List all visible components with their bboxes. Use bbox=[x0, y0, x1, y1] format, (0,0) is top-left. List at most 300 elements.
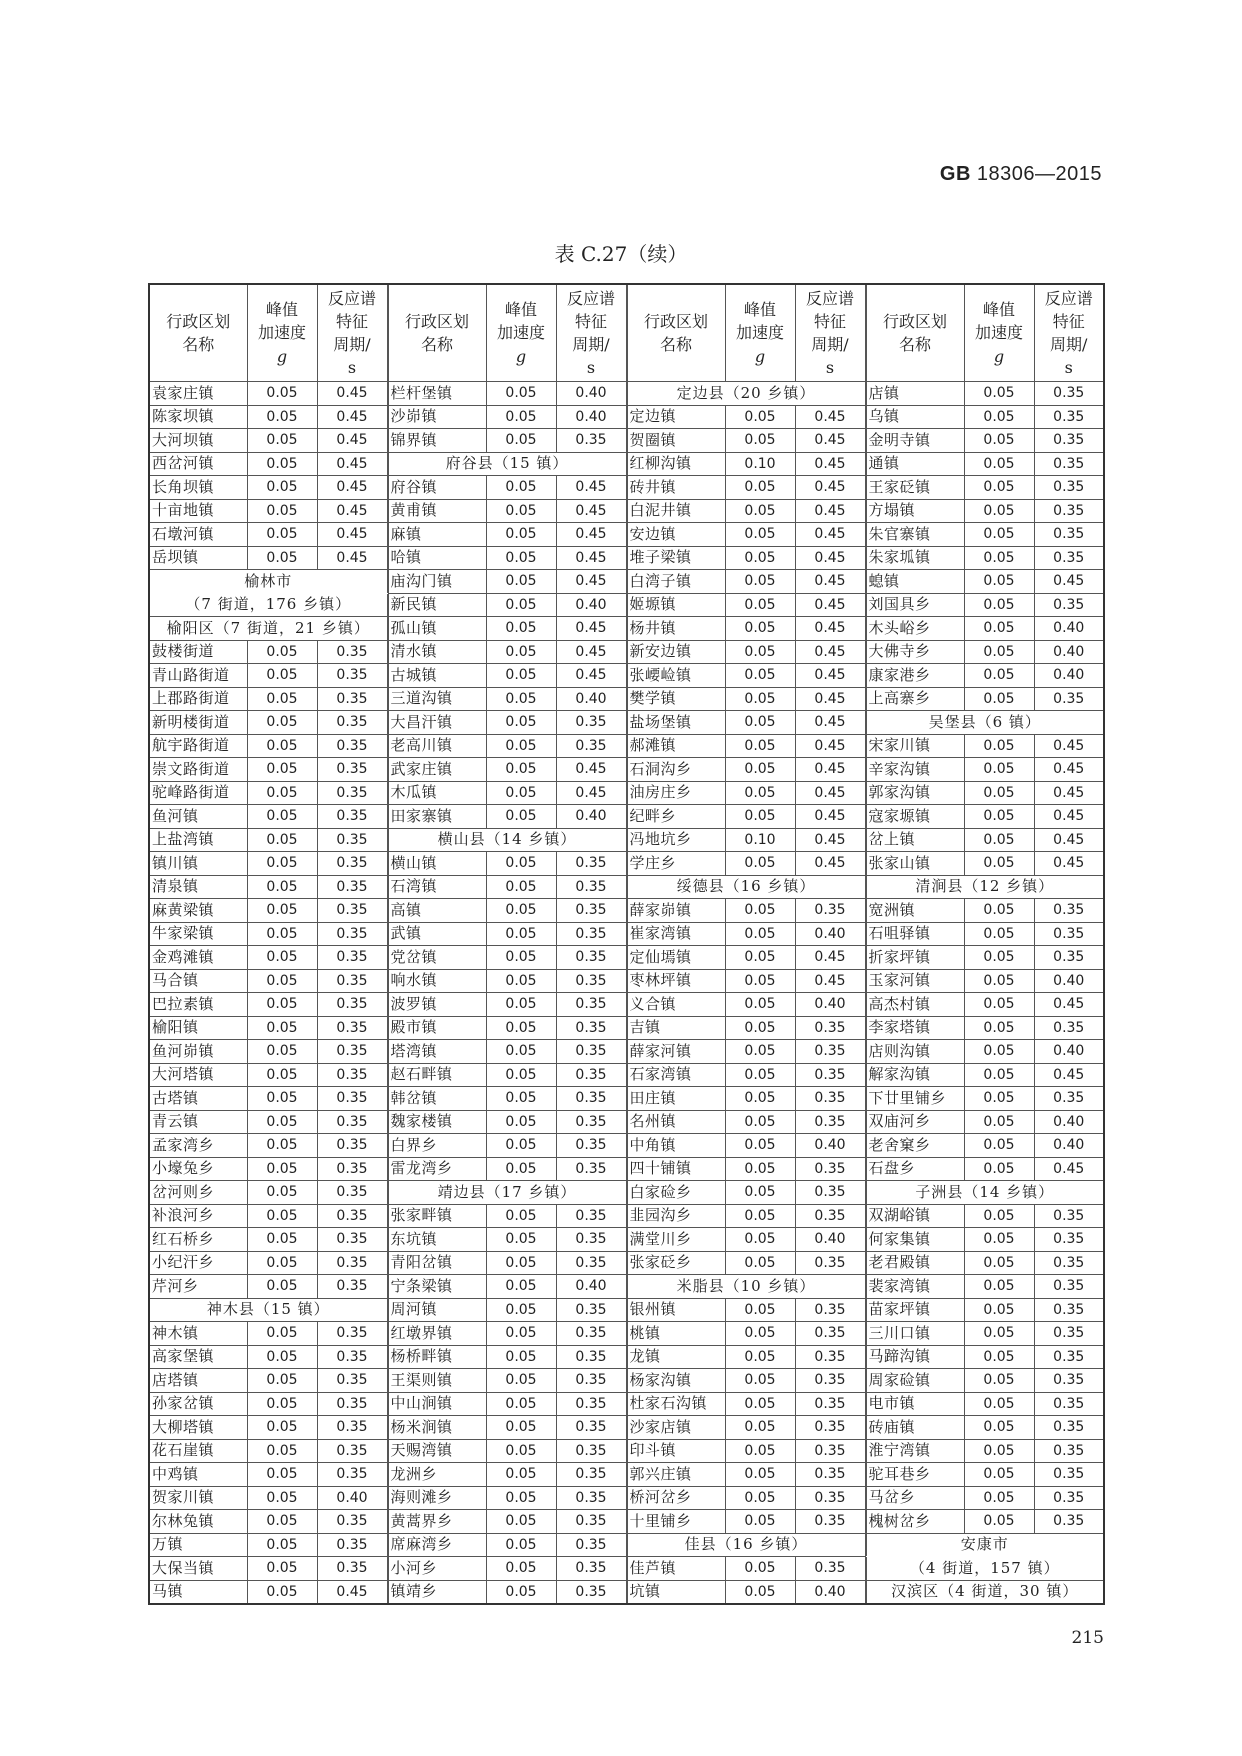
header-characteristic-period-line: 周期/ bbox=[333, 335, 371, 354]
header-peak-acceleration-line: 峰值 bbox=[982, 300, 1015, 320]
division-name: 郭家沟镇 bbox=[866, 781, 964, 805]
table-row bbox=[149, 1557, 387, 1581]
table-row bbox=[866, 1157, 1104, 1181]
table-row bbox=[627, 476, 865, 500]
section-row bbox=[627, 382, 865, 406]
header-characteristic-period bbox=[1034, 284, 1104, 382]
division-name: 宋家川镇 bbox=[866, 734, 964, 758]
characteristic-period: 0.35 bbox=[556, 993, 626, 1017]
division-name: 油房庄乡 bbox=[627, 781, 725, 805]
peak-acceleration: 0.05 bbox=[247, 1510, 317, 1534]
table-row bbox=[627, 711, 865, 735]
division-name: 白泥井镇 bbox=[627, 499, 725, 523]
section-heading: 吴堡县（6 镇） bbox=[866, 711, 1104, 735]
peak-acceleration: 0.05 bbox=[486, 711, 556, 735]
header-peak-acceleration-line: g bbox=[993, 346, 1005, 366]
header-characteristic-period-line: 特征 bbox=[574, 311, 607, 331]
peak-acceleration: 0.05 bbox=[486, 1087, 556, 1111]
characteristic-period: 0.35 bbox=[556, 734, 626, 758]
characteristic-period: 0.35 bbox=[795, 1298, 865, 1322]
table-row bbox=[388, 687, 626, 711]
table-row bbox=[866, 1040, 1104, 1064]
peak-acceleration: 0.05 bbox=[247, 687, 317, 711]
characteristic-period: 0.35 bbox=[795, 1110, 865, 1134]
peak-acceleration: 0.05 bbox=[725, 758, 795, 782]
characteristic-period: 0.35 bbox=[556, 1533, 626, 1557]
characteristic-period: 0.35 bbox=[795, 1322, 865, 1346]
characteristic-period: 0.45 bbox=[1034, 805, 1104, 829]
division-name: 雷龙湾乡 bbox=[388, 1157, 486, 1181]
division-name: 中角镇 bbox=[627, 1134, 725, 1158]
characteristic-period: 0.35 bbox=[556, 1063, 626, 1087]
table-column-group-4 bbox=[866, 283, 1106, 1605]
table-row bbox=[149, 1486, 387, 1510]
characteristic-period: 0.45 bbox=[317, 382, 387, 406]
table-row bbox=[388, 1063, 626, 1087]
peak-acceleration: 0.05 bbox=[486, 1557, 556, 1581]
peak-acceleration: 0.05 bbox=[964, 969, 1034, 993]
peak-acceleration: 0.05 bbox=[247, 1533, 317, 1557]
table-row bbox=[149, 922, 387, 946]
table-row bbox=[627, 828, 865, 852]
division-name: 定仙墕镇 bbox=[627, 946, 725, 970]
peak-acceleration: 0.05 bbox=[725, 711, 795, 735]
division-name: 乌镇 bbox=[866, 405, 964, 429]
table-row bbox=[627, 570, 865, 594]
division-name: 老高川镇 bbox=[388, 734, 486, 758]
characteristic-period: 0.40 bbox=[556, 405, 626, 429]
division-name: 玉家河镇 bbox=[866, 969, 964, 993]
table-row bbox=[388, 1157, 626, 1181]
table-row bbox=[866, 1510, 1104, 1534]
table-row bbox=[388, 993, 626, 1017]
division-name: 孤山镇 bbox=[388, 617, 486, 641]
header-name-line: 名称 bbox=[182, 335, 215, 354]
characteristic-period: 0.45 bbox=[795, 758, 865, 782]
division-name: 田庄镇 bbox=[627, 1087, 725, 1111]
table-row bbox=[388, 382, 626, 406]
peak-acceleration: 0.05 bbox=[486, 687, 556, 711]
table-row bbox=[388, 1040, 626, 1064]
characteristic-period: 0.40 bbox=[1034, 969, 1104, 993]
table-row bbox=[388, 593, 626, 617]
table-row bbox=[388, 805, 626, 829]
division-name: 王渠则镇 bbox=[388, 1369, 486, 1393]
characteristic-period: 0.45 bbox=[795, 781, 865, 805]
division-name: 义合镇 bbox=[627, 993, 725, 1017]
characteristic-period: 0.35 bbox=[1034, 1463, 1104, 1487]
characteristic-period: 0.35 bbox=[556, 1486, 626, 1510]
peak-acceleration: 0.05 bbox=[247, 1157, 317, 1181]
characteristic-period: 0.45 bbox=[795, 946, 865, 970]
table-row bbox=[627, 523, 865, 547]
peak-acceleration: 0.05 bbox=[247, 875, 317, 899]
peak-acceleration: 0.05 bbox=[486, 922, 556, 946]
table-row bbox=[388, 1510, 626, 1534]
characteristic-period: 0.35 bbox=[556, 1580, 626, 1604]
division-name: 小河乡 bbox=[388, 1557, 486, 1581]
peak-acceleration: 0.05 bbox=[964, 1392, 1034, 1416]
division-name: 石洞沟乡 bbox=[627, 758, 725, 782]
characteristic-period: 0.45 bbox=[795, 499, 865, 523]
division-name: 康家港乡 bbox=[866, 664, 964, 688]
peak-acceleration: 0.05 bbox=[964, 734, 1034, 758]
section-heading: 绥德县（16 乡镇） bbox=[627, 875, 865, 899]
division-name: 党岔镇 bbox=[388, 946, 486, 970]
peak-acceleration: 0.05 bbox=[486, 1110, 556, 1134]
header-peak-acceleration-line: 峰值 bbox=[504, 300, 537, 320]
division-name: 郝滩镇 bbox=[627, 734, 725, 758]
peak-acceleration: 0.05 bbox=[725, 1204, 795, 1228]
division-name: 清水镇 bbox=[388, 640, 486, 664]
header-characteristic-period bbox=[795, 284, 865, 382]
peak-acceleration: 0.05 bbox=[247, 1369, 317, 1393]
division-name: 高杰村镇 bbox=[866, 993, 964, 1017]
characteristic-period: 0.35 bbox=[317, 1063, 387, 1087]
table-column-group-1 bbox=[148, 283, 388, 1605]
characteristic-period: 0.45 bbox=[317, 405, 387, 429]
characteristic-period: 0.35 bbox=[317, 1251, 387, 1275]
characteristic-period: 0.35 bbox=[317, 1016, 387, 1040]
peak-acceleration: 0.05 bbox=[725, 1416, 795, 1440]
header-peak-acceleration bbox=[247, 284, 317, 382]
characteristic-period: 0.35 bbox=[556, 1087, 626, 1111]
peak-acceleration: 0.05 bbox=[486, 946, 556, 970]
table-row bbox=[388, 1557, 626, 1581]
section-row bbox=[866, 1181, 1104, 1205]
division-name: 张家砭乡 bbox=[627, 1251, 725, 1275]
characteristic-period: 0.35 bbox=[556, 1463, 626, 1487]
peak-acceleration: 0.05 bbox=[247, 1134, 317, 1158]
characteristic-period: 0.40 bbox=[317, 1486, 387, 1510]
section-row bbox=[866, 875, 1104, 899]
division-name: 枣林坪镇 bbox=[627, 969, 725, 993]
characteristic-period: 0.45 bbox=[795, 546, 865, 570]
table-row bbox=[627, 1204, 865, 1228]
section-row bbox=[866, 711, 1104, 735]
table-row bbox=[388, 1369, 626, 1393]
division-name: 冯地坑乡 bbox=[627, 828, 725, 852]
header-characteristic-period-line: 特征 bbox=[813, 311, 846, 331]
table-row bbox=[149, 1181, 387, 1205]
characteristic-period: 0.35 bbox=[556, 1322, 626, 1346]
division-name: 店塔镇 bbox=[149, 1369, 247, 1393]
characteristic-period: 0.35 bbox=[317, 922, 387, 946]
division-name: 高镇 bbox=[388, 899, 486, 923]
table-row bbox=[866, 1110, 1104, 1134]
table-row bbox=[388, 1298, 626, 1322]
peak-acceleration: 0.05 bbox=[486, 1275, 556, 1299]
division-name: 驼耳巷乡 bbox=[866, 1463, 964, 1487]
characteristic-period: 0.40 bbox=[795, 1228, 865, 1252]
division-name: 杨井镇 bbox=[627, 617, 725, 641]
division-name: 宁条梁镇 bbox=[388, 1275, 486, 1299]
peak-acceleration: 0.05 bbox=[964, 640, 1034, 664]
peak-acceleration: 0.05 bbox=[725, 1251, 795, 1275]
characteristic-period: 0.35 bbox=[556, 852, 626, 876]
peak-acceleration: 0.05 bbox=[247, 1016, 317, 1040]
characteristic-period: 0.35 bbox=[317, 828, 387, 852]
header-characteristic-period-line: 反应谱 bbox=[327, 288, 376, 308]
peak-acceleration: 0.05 bbox=[486, 1345, 556, 1369]
division-name: 下廿里铺乡 bbox=[866, 1087, 964, 1111]
characteristic-period: 0.35 bbox=[1034, 523, 1104, 547]
table-row bbox=[627, 617, 865, 641]
characteristic-period: 0.35 bbox=[556, 1204, 626, 1228]
characteristic-period: 0.35 bbox=[556, 875, 626, 899]
peak-acceleration: 0.05 bbox=[964, 899, 1034, 923]
division-name: 木瓜镇 bbox=[388, 781, 486, 805]
header-characteristic-period-line: 特征 bbox=[335, 311, 368, 331]
table-row bbox=[866, 993, 1104, 1017]
header-name-line: 行政区划 bbox=[404, 311, 469, 331]
division-name: 补浪河乡 bbox=[149, 1204, 247, 1228]
table-row bbox=[149, 1580, 387, 1604]
peak-acceleration: 0.05 bbox=[247, 429, 317, 453]
division-name: 沙峁镇 bbox=[388, 405, 486, 429]
characteristic-period: 0.45 bbox=[795, 664, 865, 688]
header-peak-acceleration-line: g bbox=[515, 346, 527, 366]
peak-acceleration: 0.05 bbox=[247, 1439, 317, 1463]
section-heading: 清涧县（12 乡镇） bbox=[866, 875, 1104, 899]
peak-acceleration: 0.05 bbox=[486, 1228, 556, 1252]
table-row bbox=[627, 922, 865, 946]
division-name: 武家庄镇 bbox=[388, 758, 486, 782]
table-row bbox=[149, 734, 387, 758]
table-row bbox=[388, 875, 626, 899]
peak-acceleration: 0.05 bbox=[486, 734, 556, 758]
peak-acceleration: 0.05 bbox=[486, 1298, 556, 1322]
table-row bbox=[388, 711, 626, 735]
peak-acceleration: 0.05 bbox=[725, 1392, 795, 1416]
peak-acceleration: 0.05 bbox=[964, 499, 1034, 523]
characteristic-period: 0.35 bbox=[795, 899, 865, 923]
section-heading: 米脂县（10 乡镇） bbox=[627, 1275, 865, 1299]
division-name: 孟家湾乡 bbox=[149, 1134, 247, 1158]
characteristic-period: 0.40 bbox=[1034, 640, 1104, 664]
table-row bbox=[627, 1392, 865, 1416]
division-name: 金鸡滩镇 bbox=[149, 946, 247, 970]
characteristic-period: 0.45 bbox=[795, 429, 865, 453]
division-name: 黄甫镇 bbox=[388, 499, 486, 523]
division-name: 方塌镇 bbox=[866, 499, 964, 523]
division-name: 孙家岔镇 bbox=[149, 1392, 247, 1416]
peak-acceleration: 0.05 bbox=[964, 1040, 1034, 1064]
characteristic-period: 0.35 bbox=[317, 993, 387, 1017]
division-name: 解家沟镇 bbox=[866, 1063, 964, 1087]
characteristic-period: 0.40 bbox=[556, 382, 626, 406]
division-name: 锦界镇 bbox=[388, 429, 486, 453]
division-name: 沙家店镇 bbox=[627, 1416, 725, 1440]
region-heading: 榆林市 bbox=[149, 570, 387, 594]
division-name: 石墩河镇 bbox=[149, 523, 247, 547]
characteristic-period: 0.45 bbox=[556, 664, 626, 688]
division-name: 镇靖乡 bbox=[388, 1580, 486, 1604]
division-name: 白界乡 bbox=[388, 1134, 486, 1158]
peak-acceleration: 0.05 bbox=[247, 1416, 317, 1440]
table-row bbox=[866, 546, 1104, 570]
characteristic-period: 0.35 bbox=[556, 1016, 626, 1040]
table-row bbox=[388, 1486, 626, 1510]
table-row bbox=[866, 1416, 1104, 1440]
peak-acceleration: 0.05 bbox=[725, 640, 795, 664]
peak-acceleration: 0.05 bbox=[247, 899, 317, 923]
table-row bbox=[388, 476, 626, 500]
peak-acceleration: 0.05 bbox=[486, 617, 556, 641]
division-name: 席麻湾乡 bbox=[388, 1533, 486, 1557]
division-name: 石家湾镇 bbox=[627, 1063, 725, 1087]
section-heading: 汉滨区（4 街道，30 镇） bbox=[866, 1580, 1104, 1604]
division-name: 马蹄沟镇 bbox=[866, 1345, 964, 1369]
peak-acceleration: 0.05 bbox=[247, 711, 317, 735]
table-row bbox=[388, 1439, 626, 1463]
peak-acceleration: 0.05 bbox=[247, 523, 317, 547]
peak-acceleration: 0.05 bbox=[486, 758, 556, 782]
header-name-line: 名称 bbox=[898, 335, 931, 354]
table-row bbox=[866, 805, 1104, 829]
header-peak-acceleration-line: g bbox=[276, 346, 288, 366]
peak-acceleration: 0.05 bbox=[486, 1439, 556, 1463]
characteristic-period: 0.35 bbox=[317, 781, 387, 805]
table-row bbox=[388, 922, 626, 946]
table-row bbox=[866, 664, 1104, 688]
seismic-parameter-table bbox=[148, 283, 1105, 1605]
characteristic-period: 0.35 bbox=[556, 711, 626, 735]
table-row bbox=[149, 523, 387, 547]
characteristic-period: 0.40 bbox=[1034, 664, 1104, 688]
table-row bbox=[149, 1040, 387, 1064]
peak-acceleration: 0.05 bbox=[247, 1181, 317, 1205]
division-name: 刘国具乡 bbox=[866, 593, 964, 617]
division-name: 古塔镇 bbox=[149, 1087, 247, 1111]
peak-acceleration: 0.05 bbox=[486, 781, 556, 805]
characteristic-period: 0.45 bbox=[556, 476, 626, 500]
peak-acceleration: 0.05 bbox=[964, 1110, 1034, 1134]
characteristic-period: 0.35 bbox=[795, 1016, 865, 1040]
table-row bbox=[866, 476, 1104, 500]
header-peak-acceleration-line: 峰值 bbox=[743, 300, 776, 320]
characteristic-period: 0.35 bbox=[795, 1181, 865, 1205]
peak-acceleration: 0.05 bbox=[486, 1392, 556, 1416]
region-heading: （4 街道，157 镇） bbox=[866, 1557, 1104, 1581]
table-row bbox=[627, 593, 865, 617]
peak-acceleration: 0.05 bbox=[964, 805, 1034, 829]
peak-acceleration: 0.05 bbox=[486, 969, 556, 993]
table-row bbox=[149, 1275, 387, 1299]
division-name: 何家集镇 bbox=[866, 1228, 964, 1252]
table-row bbox=[388, 1275, 626, 1299]
division-name: 姬塬镇 bbox=[627, 593, 725, 617]
division-name: 十亩地镇 bbox=[149, 499, 247, 523]
peak-acceleration: 0.05 bbox=[486, 1251, 556, 1275]
characteristic-period: 0.35 bbox=[556, 1392, 626, 1416]
table-row bbox=[866, 852, 1104, 876]
table-row bbox=[388, 570, 626, 594]
table-row bbox=[866, 570, 1104, 594]
table-row bbox=[149, 476, 387, 500]
characteristic-period: 0.45 bbox=[556, 617, 626, 641]
division-name: 栏杆堡镇 bbox=[388, 382, 486, 406]
table-row bbox=[388, 899, 626, 923]
table-row bbox=[866, 382, 1104, 406]
peak-acceleration: 0.05 bbox=[964, 593, 1034, 617]
division-name: 榆阳镇 bbox=[149, 1016, 247, 1040]
table-row bbox=[388, 617, 626, 641]
division-name: 崔家湾镇 bbox=[627, 922, 725, 946]
peak-acceleration: 0.05 bbox=[486, 1510, 556, 1534]
characteristic-period: 0.35 bbox=[556, 1251, 626, 1275]
header-characteristic-period-line: 反应谱 bbox=[1044, 288, 1093, 308]
characteristic-period: 0.35 bbox=[1034, 687, 1104, 711]
division-name: 高家堡镇 bbox=[149, 1345, 247, 1369]
peak-acceleration: 0.05 bbox=[486, 899, 556, 923]
characteristic-period: 0.35 bbox=[795, 1416, 865, 1440]
table-row bbox=[149, 1157, 387, 1181]
peak-acceleration: 0.05 bbox=[247, 1557, 317, 1581]
table-row bbox=[149, 1016, 387, 1040]
peak-acceleration: 0.05 bbox=[486, 405, 556, 429]
peak-acceleration: 0.05 bbox=[725, 593, 795, 617]
division-name: 陈家坝镇 bbox=[149, 405, 247, 429]
division-name: 小纪汗乡 bbox=[149, 1251, 247, 1275]
characteristic-period: 0.35 bbox=[795, 1439, 865, 1463]
division-name: 贺圈镇 bbox=[627, 429, 725, 453]
characteristic-period: 0.45 bbox=[1034, 1063, 1104, 1087]
division-name: 淮宁湾镇 bbox=[866, 1439, 964, 1463]
division-name: 海则滩乡 bbox=[388, 1486, 486, 1510]
peak-acceleration: 0.05 bbox=[964, 1510, 1034, 1534]
peak-acceleration: 0.05 bbox=[725, 1345, 795, 1369]
division-name: 张家山镇 bbox=[866, 852, 964, 876]
characteristic-period: 0.45 bbox=[795, 687, 865, 711]
characteristic-period: 0.35 bbox=[1034, 593, 1104, 617]
peak-acceleration: 0.05 bbox=[964, 1087, 1034, 1111]
division-name: 马合镇 bbox=[149, 969, 247, 993]
characteristic-period: 0.35 bbox=[317, 1110, 387, 1134]
division-name: 尔林兔镇 bbox=[149, 1510, 247, 1534]
characteristic-period: 0.35 bbox=[556, 429, 626, 453]
table-row bbox=[388, 1416, 626, 1440]
table-row bbox=[627, 1063, 865, 1087]
table-row bbox=[627, 758, 865, 782]
division-name: 清泉镇 bbox=[149, 875, 247, 899]
peak-acceleration: 0.05 bbox=[964, 452, 1034, 476]
table-row bbox=[866, 1275, 1104, 1299]
peak-acceleration: 0.05 bbox=[247, 382, 317, 406]
division-name: 驼峰路街道 bbox=[149, 781, 247, 805]
division-name: 青山路街道 bbox=[149, 664, 247, 688]
peak-acceleration: 0.05 bbox=[725, 523, 795, 547]
table-row bbox=[627, 734, 865, 758]
peak-acceleration: 0.05 bbox=[247, 452, 317, 476]
table-row bbox=[866, 1228, 1104, 1252]
page-number: 215 bbox=[1071, 1628, 1104, 1648]
characteristic-period: 0.40 bbox=[556, 593, 626, 617]
characteristic-period: 0.45 bbox=[317, 429, 387, 453]
table-row bbox=[149, 405, 387, 429]
division-name: 樊学镇 bbox=[627, 687, 725, 711]
header-peak-acceleration-line: 加速度 bbox=[257, 323, 306, 343]
header-peak-acceleration bbox=[486, 284, 556, 382]
table-row bbox=[149, 1204, 387, 1228]
division-name: 马岔乡 bbox=[866, 1486, 964, 1510]
division-name: 府谷镇 bbox=[388, 476, 486, 500]
table-row bbox=[149, 828, 387, 852]
table-row bbox=[866, 1392, 1104, 1416]
header-characteristic-period-line: 周期/ bbox=[811, 335, 849, 354]
division-name: 朱家坬镇 bbox=[866, 546, 964, 570]
division-name: 新明楼街道 bbox=[149, 711, 247, 735]
